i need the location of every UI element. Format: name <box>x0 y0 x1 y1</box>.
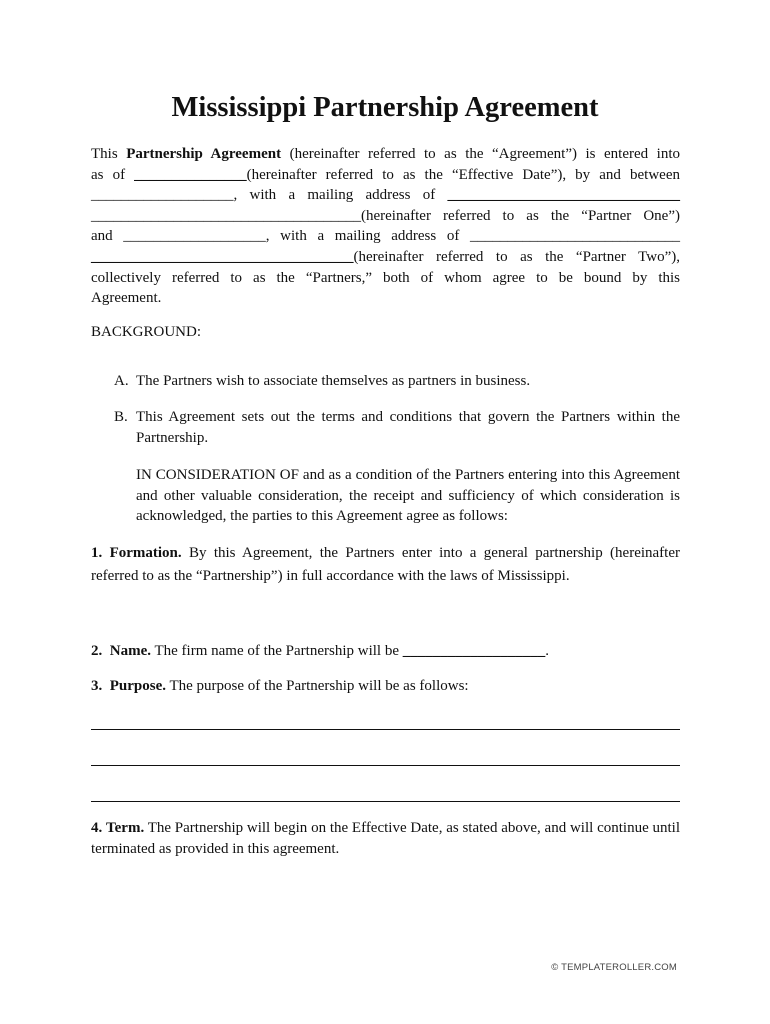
purpose-blank-line-2[interactable] <box>91 765 680 766</box>
intro-line-1: This Partnership Agreement (hereinafter referred to as the “Agreement”) is entered into <box>91 146 680 162</box>
firm-name-blank[interactable]: ___________________ <box>402 643 546 659</box>
section-name-heading: Name. <box>109 643 151 659</box>
partner-two-address-blank-2[interactable]: ___________________________________ <box>91 248 354 265</box>
section-purpose-heading: Purpose. <box>109 678 166 694</box>
background-item-a-text: The Partners wish to associate themselves as partners in business. <box>136 373 531 389</box>
section-purpose-number: 3. <box>91 678 103 694</box>
section-term-number: 4. <box>91 820 103 836</box>
intro-line-6: ___________________________________(hereinafter referred to as the “Partner Two”), <box>91 248 680 265</box>
consideration-paragraph: IN CONSIDERATION OF and as a condition of the Partners entering into this Agreement and other valuable consideration, the receipt and sufficiency of which consideration is acknowledged, the parties to this Agreement agree as follows: <box>136 467 680 525</box>
section-name: 2. Name. The firm name of the Partnership will be ___________________. <box>91 643 549 659</box>
intro-line-8: Agreement. <box>91 290 162 307</box>
intro-line-3: ___________________, with a mailing address of _______________________________ <box>91 187 680 204</box>
intro-paragraph <box>91 144 680 309</box>
document-title: Mississippi Partnership Agreement <box>171 92 599 123</box>
intro-line-4: ____________________________________(hereinafter referred to as the “Partner One”) <box>91 207 680 224</box>
footer-copyright: © TEMPLATEROLLER.COM <box>551 962 677 973</box>
section-term-text: The Partnership will begin on the Effective Date, as stated above, and will continue until terminated as provided in this agreement. <box>91 820 680 857</box>
section-purpose-text: The purpose of the Partnership will be as follows: <box>166 678 469 694</box>
background-item-b-letter: B. <box>114 409 128 425</box>
background-item-b-text: This Agreement sets out the terms and conditions that govern the Partners within the Partnership. <box>136 409 680 446</box>
section-formation <box>91 542 680 587</box>
section-formation-text: By this Agreement, the Partners enter into a general partnership (hereinafter referred to as the “Partnership”) in full accordance with the laws of Mississippi. <box>91 545 680 584</box>
purpose-blank-line-3[interactable] <box>91 801 680 802</box>
section-term <box>91 818 680 859</box>
intro-line-7: collectively referred to as the “Partners,” both of whom agree to be bound by this <box>91 269 680 286</box>
purpose-blank-line-1[interactable] <box>91 729 680 730</box>
partner-two-name-blank[interactable]: ___________________ <box>123 228 266 245</box>
intro-line-5: and ___________________, with a mailing address of ____________________________ <box>91 228 680 245</box>
partner-two-address-blank[interactable]: ____________________________ <box>469 228 680 245</box>
section-name-number: 2. <box>91 643 103 659</box>
section-purpose <box>91 676 680 697</box>
partner-one-address-blank[interactable]: _______________________________ <box>447 187 680 204</box>
partner-one-name-blank[interactable]: ___________________ <box>91 187 234 204</box>
agreement-name-bold: Partnership Agreement <box>126 146 282 162</box>
effective-date-blank[interactable]: _______________ <box>134 166 247 183</box>
section-name-text: The firm name of the Partnership will be <box>151 643 403 659</box>
background-item-a-letter: A. <box>114 373 129 389</box>
intro-line-2: as of _______________(hereinafter referred to as the “Effective Date”), by and between <box>91 166 680 183</box>
partner-one-address-blank-2[interactable]: ____________________________________ <box>91 207 361 224</box>
section-formation-heading: Formation. <box>109 545 182 561</box>
section-formation-number: 1. <box>91 545 103 561</box>
background-heading: BACKGROUND: <box>91 324 202 340</box>
section-term-heading: Term. <box>106 820 145 836</box>
